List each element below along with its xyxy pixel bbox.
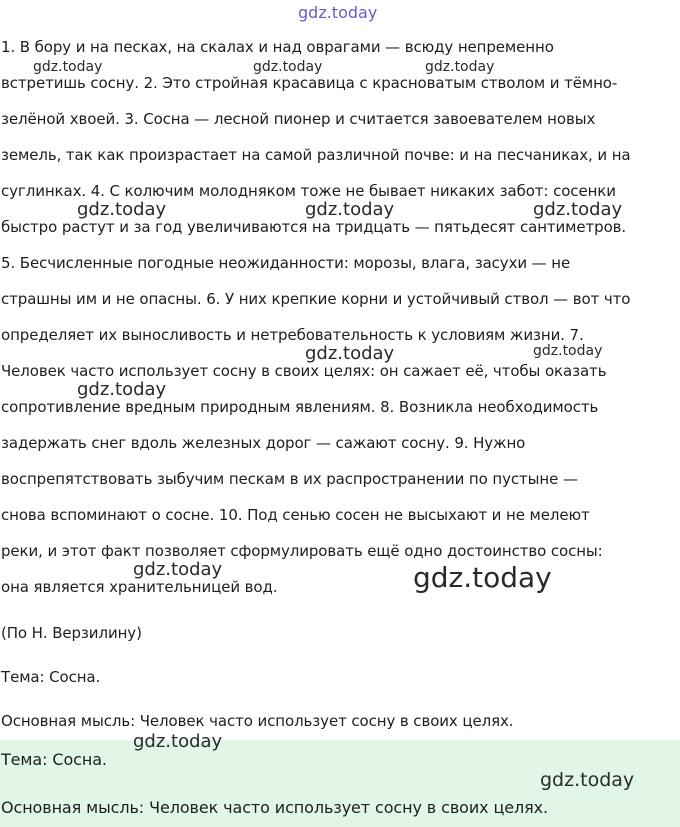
watermark: gdz.today — [413, 561, 552, 594]
text-line: реки, и этот факт позволяет сформулировать ещё одно достоинство сосны: — [1, 542, 603, 560]
watermark: gdz.today — [533, 343, 603, 359]
text-line: снова вспоминают о сосне. 10. Под сенью сосен не высыхают и не мелеют — [1, 506, 590, 524]
text-line: она является хранительницей вод. — [1, 578, 278, 596]
watermark: gdz.today — [305, 343, 395, 364]
text-line: страшны им и не опасны. 6. У них крепкие корни и устойчивый ствол — вот что — [1, 290, 631, 308]
watermark: gdz.today — [133, 559, 223, 580]
text-line: встретишь сосну. 2. Это стройная красавица с красноватым стволом и тёмно- — [1, 74, 618, 92]
watermark: gdz.today — [533, 199, 623, 220]
answer-theme-line: Тема: Сосна. — [1, 750, 107, 769]
text-line: быстро растут и за год увеличиваются на тридцать — пятьдесят сантиметров. — [1, 218, 627, 236]
text-line: сопротивление вредным природным явлениям. 8. Возникла необходимость — [1, 398, 599, 416]
watermark: gdz.today — [77, 379, 167, 400]
main-idea-line: Основная мысль: Человек часто использует сосну в своих целях. — [1, 712, 514, 730]
watermark: gdz.today — [77, 199, 167, 220]
answer-main-idea-line: Основная мысль: Человек часто использует сосну в своих целях. — [1, 798, 549, 817]
watermark: gdz.today — [540, 769, 635, 791]
text-line: 1. В бору и на песках, на скалах и над оврагами — всюду непременно — [1, 38, 554, 56]
text-line: земель, так как произрастает на самой различной почве: и на песчаниках, и на — [1, 146, 631, 164]
watermark-top: gdz.today — [298, 3, 378, 22]
watermark: gdz.today — [133, 731, 223, 752]
watermark: gdz.today — [33, 59, 103, 75]
text-line: зелёной хвоей. 3. Сосна — лесной пионер и считается завоевателем новых — [1, 110, 596, 128]
author-attribution: (По Н. Верзилину) — [1, 624, 142, 642]
watermark: gdz.today — [425, 59, 495, 75]
theme-line: Тема: Сосна. — [1, 668, 101, 686]
text-line: воспрепятствовать зыбучим пескам в их распространении по пустыне — — [1, 470, 578, 488]
text-line: Человек часто использует сосну в своих целях: он сажает её, чтобы оказать — [1, 362, 607, 380]
text-line: 5. Бесчисленные погодные неожиданности: морозы, влага, засухи — не — [1, 254, 571, 272]
text-line: определяет их выносливость и нетребовательность к условиям жизни. 7. — [1, 326, 584, 344]
watermark: gdz.today — [253, 59, 323, 75]
watermark: gdz.today — [305, 199, 395, 220]
text-line: суглинках. 4. С колючим молодняком тоже не бывает никаких забот: сосенки — [1, 182, 616, 200]
text-line: задержать снег вдоль железных дорог — сажают сосну. 9. Нужно — [1, 434, 526, 452]
